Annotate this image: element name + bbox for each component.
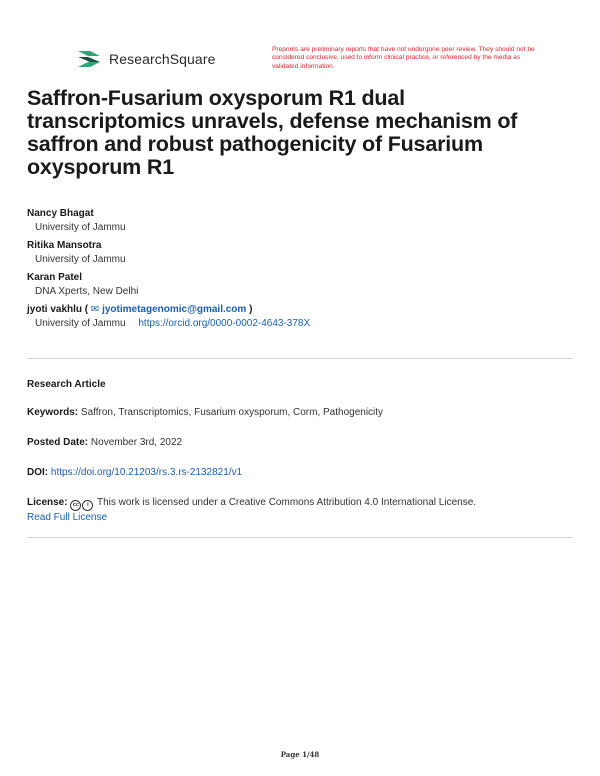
divider <box>27 537 573 538</box>
author-affiliation: University of Jammu <box>35 254 126 265</box>
keywords-value: Saffron, Transcriptomics, Fusarium oxysporum, Corm, Pathogenicity <box>80 407 384 418</box>
author-name: Ritika Mansotra <box>27 240 102 251</box>
license-row <box>27 496 573 525</box>
research-square-logo[interactable] <box>76 48 215 70</box>
article-type-label: Research Article <box>27 379 106 390</box>
keywords-label: Keywords: <box>27 407 79 418</box>
license-text: This work is licensed under a Creative Commons Attribution 4.0 International License. <box>96 497 477 508</box>
posted-date-row <box>27 436 573 450</box>
author-item <box>27 239 567 267</box>
author-affiliation: University of Jammu <box>35 222 126 233</box>
doi-link[interactable]: https://doi.org/10.21203/rs.3.rs-2132821/v1 <box>50 467 243 478</box>
author-name-with-email: jyoti vakhlu ( ✉ jyotimetagenomic@gmail.com ) <box>27 304 253 315</box>
doi-label: DOI: <box>27 467 49 478</box>
author-item <box>27 271 567 299</box>
keywords-row <box>27 406 573 420</box>
posted-date-label: Posted Date: <box>27 437 89 448</box>
author-affiliation: University of Jammu <box>35 318 126 329</box>
author-name: jyoti vakhlu <box>27 304 83 315</box>
author-list <box>27 207 567 335</box>
orcid-link[interactable]: https://orcid.org/0000-0002-4643-378X <box>138 318 311 329</box>
article-type <box>27 378 573 392</box>
license-label: License: <box>27 497 68 508</box>
author-item <box>27 207 567 235</box>
author-affiliation: DNA Xperts, New Delhi <box>35 286 139 297</box>
brand-research: Research <box>109 51 170 67</box>
doi-row <box>27 466 573 480</box>
brand-square: Square <box>169 51 216 67</box>
author-email-link[interactable]: jyotimetagenomic@gmail.com <box>102 304 247 315</box>
brand-name <box>109 51 215 67</box>
page-header <box>76 46 546 76</box>
read-full-license-link[interactable]: Read Full License <box>27 512 108 523</box>
paper-title: Saffron-Fusarium oxysporum R1 dual transcriptomics unravels, defense mechanism of saffron and robust pathogenicity of Fusarium oxysporum R1 <box>27 86 518 179</box>
preprint-disclaimer: Preprints are preliminary reports that have not undergone peer review. They should not be considered conclusive, used to inform clinical practice, or referenced by the media as validated information. <box>272 46 535 70</box>
divider <box>27 358 573 359</box>
cc-icon: cc <box>70 500 81 511</box>
envelope-icon: ✉ <box>90 304 100 315</box>
page-number: Page 1/48 <box>280 750 320 759</box>
author-name: Karan Patel <box>27 272 83 283</box>
author-item <box>27 303 567 331</box>
by-icon: i <box>82 500 93 511</box>
author-affiliation-row <box>27 317 567 331</box>
posted-date-value: November 3rd, 2022 <box>90 437 183 448</box>
research-square-logo-icon <box>76 48 102 70</box>
author-name: Nancy Bhagat <box>27 208 94 219</box>
